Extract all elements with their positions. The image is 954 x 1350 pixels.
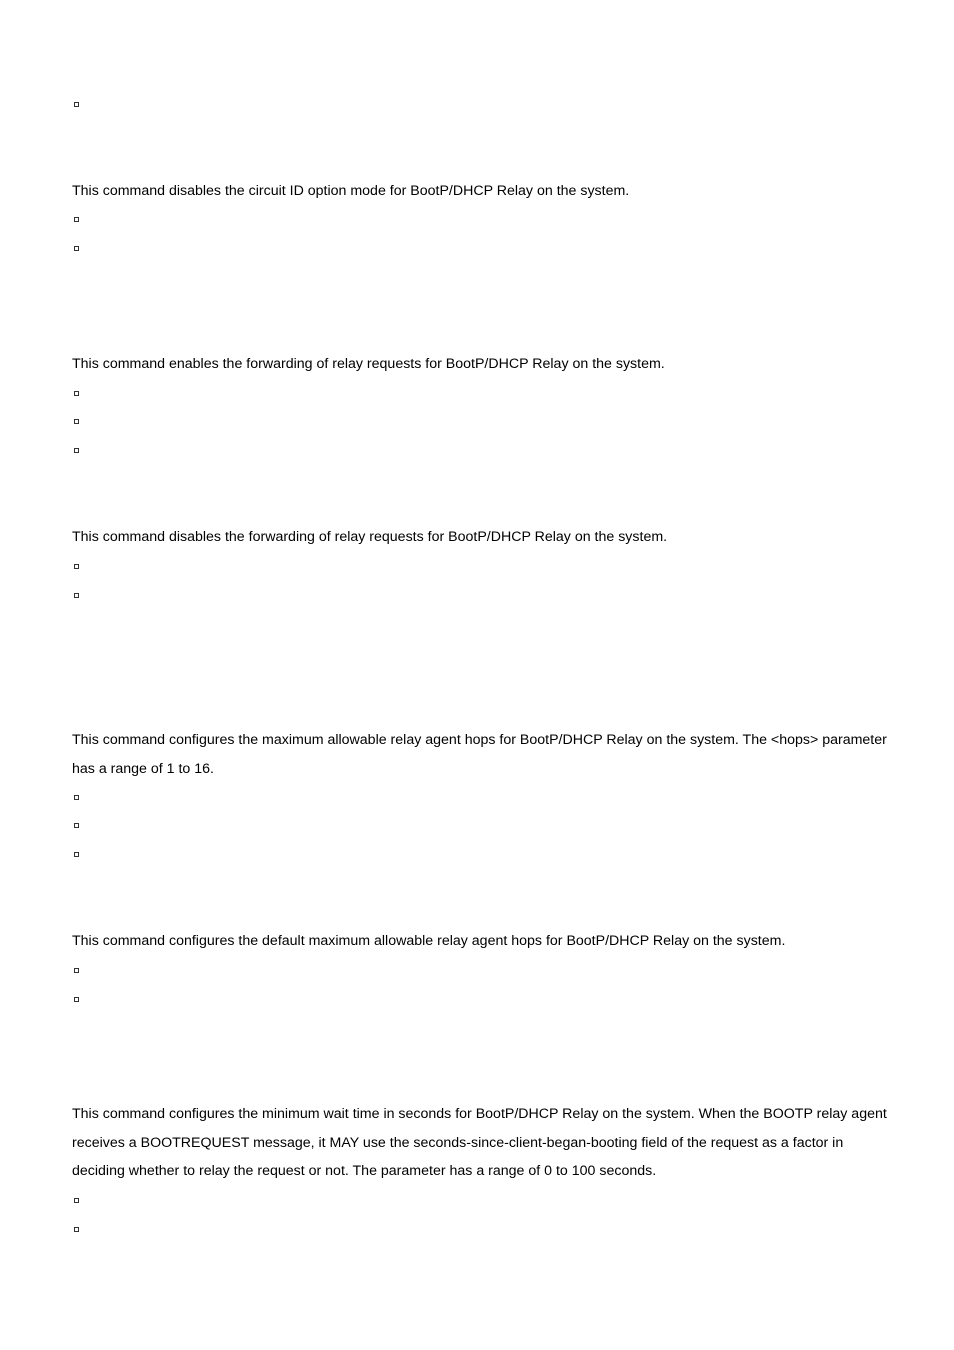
paragraph-circuit-id-disable: This command disables the circuit ID option mode for BootP/DHCP Relay on the system.: [72, 183, 630, 199]
square-bullet-icon: [72, 97, 80, 111]
square-bullet-icon: [72, 559, 80, 573]
square-bullet-icon: [72, 847, 80, 861]
square-bullet-icon: [72, 1222, 80, 1236]
square-bullet-icon: [72, 790, 80, 804]
square-bullet-icon: [72, 386, 80, 400]
paragraph-min-wait-time: This command configures the minimum wait time in seconds for BootP/DHCP Relay on the system. When the BOOTP relay agent receives a BOOTREQUEST message, it MAY use the seconds-since-client-began-booting field of the request as a factor in deciding whether to relay the request or not. The parameter has a range of 0 to 100 seconds.: [72, 1106, 887, 1180]
square-bullet-icon: [72, 414, 80, 428]
square-bullet-icon: [72, 1193, 80, 1207]
square-bullet-icon: [72, 588, 80, 602]
square-bullet-icon: [72, 212, 80, 226]
paragraph-relay-forwarding-disable: This command disables the forwarding of relay requests for BootP/DHCP Relay on the system.: [72, 529, 668, 545]
square-bullet-icon: [72, 963, 80, 977]
paragraph-relay-forwarding-enable: This command enables the forwarding of relay requests for BootP/DHCP Relay on the system.: [72, 356, 665, 372]
paragraph-default-max-hops: This command configures the default maximum allowable relay agent hops for BootP/DHCP Relay on the system.: [72, 933, 786, 949]
square-bullet-icon: [72, 818, 80, 832]
square-bullet-icon: [72, 443, 80, 457]
paragraph-max-hops: This command configures the maximum allowable relay agent hops for BootP/DHCP Relay on the system. The <hops> parameter has a range of 1 to 16.: [72, 732, 887, 777]
square-bullet-icon: [72, 241, 80, 255]
square-bullet-icon: [72, 992, 80, 1006]
